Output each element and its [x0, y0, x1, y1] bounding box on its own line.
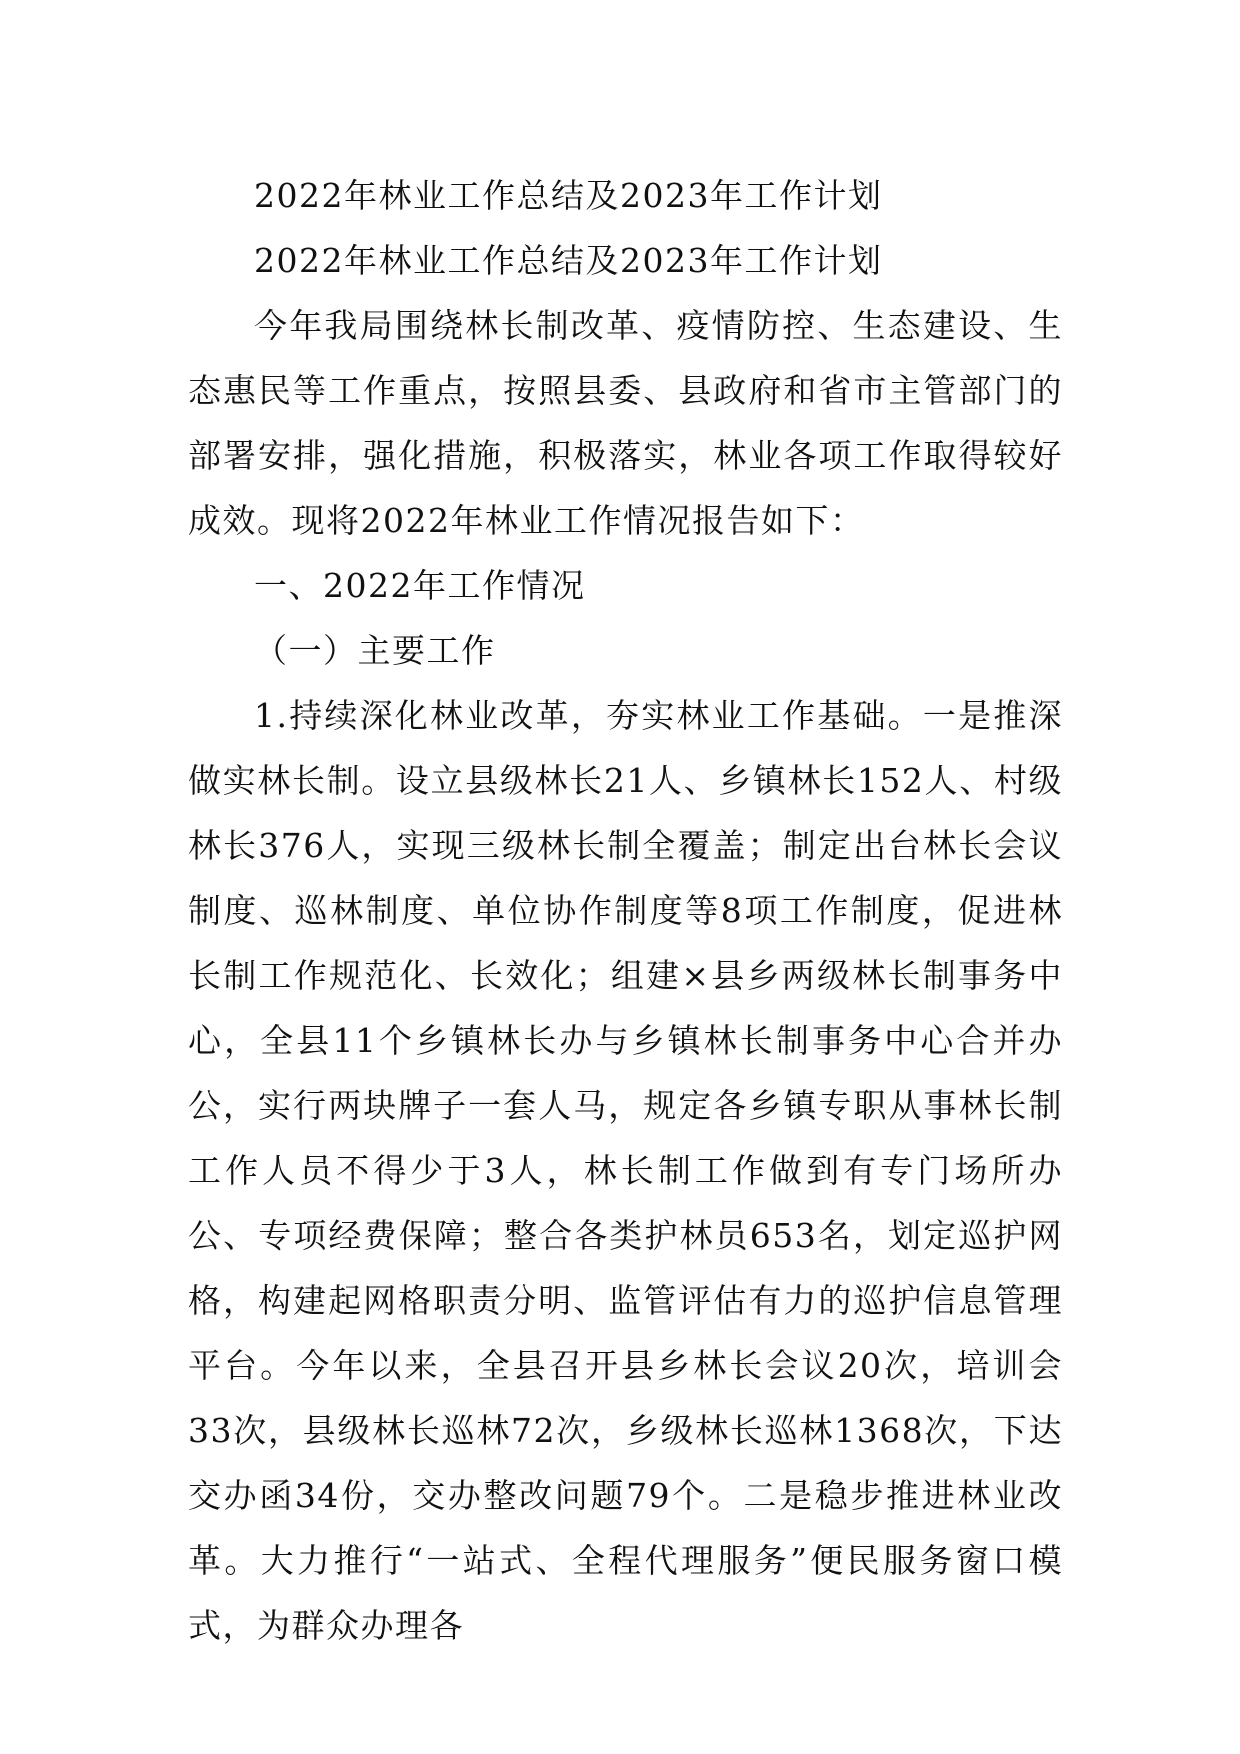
- subsection-heading: （一）主要工作: [254, 631, 496, 670]
- document-title-repeat: 2022年林业工作总结及2023年工作计划: [254, 241, 883, 280]
- document-body: [188, 163, 1063, 1658]
- section-heading: 一、2022年工作情况: [254, 566, 586, 605]
- body-paragraph: 1.持续深化林业改革，夯实林业工作基础。一是推深做实林长制。设立县级林长21人、乡镇林长152人、村级林长376人，实现三级林长制全覆盖；制定出台林长会议制度、巡林制度、单位协作制度等8项工作制度，促进林长制工作规范化、长效化；组建×县乡两级林长制事务中心，全县11个乡镇林长办与乡镇林长制事务中心合并办公，实行两块牌子一套人马，规定各乡镇专职从事林长制工作人员不得少于3人，林长制工作做到有专门场所办公、专项经费保障；整合各类护林员653名，划定巡护网格，构建起网格职责分明、监管评估有力的巡护信息管理平台。今年以来，全县召开县乡林长会议20次，培训会33次，县级林长巡林72次，乡级林长巡林1368次，下达交办函34份，交办整改问题79个。二是稳步推进林业改革。大力推行“一站式、全程代理服务”便民服务窗口模式，为群众办理各: [188, 696, 1063, 1645]
- document-title: 2022年林业工作总结及2023年工作计划: [254, 176, 883, 215]
- intro-paragraph: 今年我局围绕林长制改革、疫情防控、生态建设、生态惠民等工作重点，按照县委、县政府和省市主管部门的部署安排，强化措施，积极落实，林业各项工作取得较好成效。现将2022年林业工作情况报告如下：: [188, 306, 1063, 540]
